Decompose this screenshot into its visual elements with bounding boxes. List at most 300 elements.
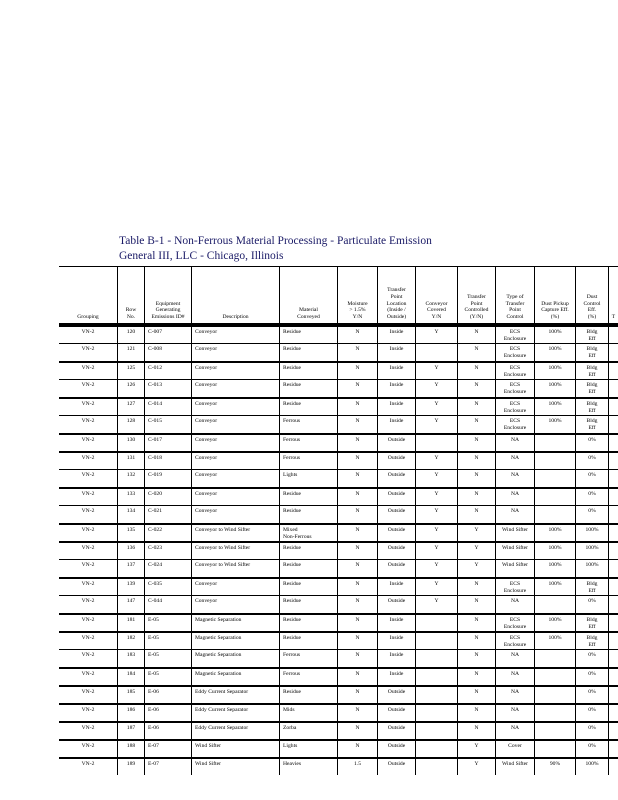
cell-moist: N: [337, 399, 377, 415]
cell-no: 184: [117, 669, 144, 685]
cell-ctl: N: [457, 687, 495, 703]
cell-ctl: Y: [457, 759, 495, 775]
cell-t: [608, 344, 618, 361]
cell-id: C-012: [144, 363, 191, 379]
cell-cap: 100%: [534, 560, 575, 577]
cell-type: Cover: [495, 741, 534, 757]
cell-cap: [534, 741, 575, 757]
cell-t: [608, 489, 618, 505]
cell-loc: Outside: [377, 560, 415, 577]
cell-no: 147: [117, 596, 144, 613]
cell-id: E-05: [144, 669, 191, 685]
cell-cap: 100%: [534, 327, 575, 343]
table-row: [59, 559, 618, 577]
cell-id: C-008: [144, 344, 191, 361]
cell-type: Wind Sifter: [495, 759, 534, 775]
cell-cov: Y: [415, 525, 457, 541]
cell-t: [608, 399, 618, 415]
cell-t: [608, 380, 618, 397]
cell-cap: 100%: [534, 363, 575, 379]
cell-desc: Conveyor: [191, 344, 279, 361]
cell-id: C-023: [144, 543, 191, 559]
table-row: [59, 541, 618, 559]
cell-eff: Bldg Eff: [575, 380, 608, 397]
cell-cov: [415, 705, 457, 721]
cell-desc: Conveyor: [191, 596, 279, 613]
cell-id: E-06: [144, 723, 191, 739]
cell-no: 121: [117, 344, 144, 361]
column-header: Equipment Generating Emissions ID#: [144, 266, 191, 323]
cell-t: [608, 435, 618, 451]
cell-t: [608, 525, 618, 541]
table-row: [59, 523, 618, 541]
cell-cap: 100%: [534, 380, 575, 397]
table-row: [59, 757, 618, 775]
cell-mat: Lights: [279, 470, 337, 487]
cell-cov: [415, 344, 457, 361]
cell-ctl: Y: [457, 741, 495, 757]
column-header: Type of Transfer Point Control: [495, 266, 534, 323]
table-row: [59, 397, 618, 415]
cell-t: [608, 615, 618, 631]
table-row: [59, 703, 618, 721]
cell-cap: [534, 687, 575, 703]
cell-moist: N: [337, 470, 377, 487]
cell-id: E-05: [144, 615, 191, 631]
cell-moist: 1.5: [337, 759, 377, 775]
cell-t: [608, 363, 618, 379]
cell-eff: 0%: [575, 435, 608, 451]
cell-type: Wind Sifter: [495, 543, 534, 559]
cell-grp: VN-2: [81, 562, 95, 568]
column-header: Grouping: [77, 314, 99, 321]
cell-type: NA: [495, 453, 534, 469]
cell-no: 186: [117, 705, 144, 721]
cell-loc: Inside: [377, 327, 415, 343]
cell-cap: [534, 669, 575, 685]
cell-moist: N: [337, 453, 377, 469]
cell-eff: 100%: [575, 543, 608, 559]
cell-loc: Inside: [377, 633, 415, 649]
cell-mat: Zorba: [279, 723, 337, 739]
cell-cov: Y: [415, 506, 457, 523]
cell-loc: Outside: [377, 543, 415, 559]
cell-grp: VN-2: [81, 617, 95, 623]
table-row: [59, 325, 618, 343]
cell-cap: [534, 723, 575, 739]
cell-ctl: N: [457, 399, 495, 415]
cell-desc: Eddy Current Separator: [191, 723, 279, 739]
cell-cov: [415, 435, 457, 451]
cell-grp: VN-2: [81, 707, 95, 713]
cell-cap: [534, 596, 575, 613]
cell-mat: Residue: [279, 363, 337, 379]
cell-desc: Magnetic Separation: [191, 650, 279, 667]
cell-id: C-044: [144, 596, 191, 613]
cell-grp: VN-2: [81, 652, 95, 658]
table-row: [59, 343, 618, 361]
cell-t: [608, 543, 618, 559]
cell-eff: 100%: [575, 525, 608, 541]
cell-type: ECS Enclosure: [495, 344, 534, 361]
cell-desc: Conveyor: [191, 416, 279, 433]
cell-cov: Y: [415, 380, 457, 397]
cell-desc: Conveyor: [191, 489, 279, 505]
cell-moist: N: [337, 615, 377, 631]
cell-t: [608, 741, 618, 757]
cell-type: NA: [495, 650, 534, 667]
table-row: [59, 433, 618, 451]
cell-loc: Outside: [377, 596, 415, 613]
cell-ctl: N: [457, 363, 495, 379]
cell-no: 182: [117, 633, 144, 649]
cell-loc: Outside: [377, 506, 415, 523]
cell-mat: Lights: [279, 741, 337, 757]
cell-moist: N: [337, 705, 377, 721]
cell-no: 188: [117, 741, 144, 757]
cell-no: 127: [117, 399, 144, 415]
cell-cap: 100%: [534, 416, 575, 433]
cell-grp: VN-2: [81, 689, 95, 695]
cell-moist: N: [337, 380, 377, 397]
cell-desc: Conveyor to Wind Sifter: [191, 543, 279, 559]
cell-type: ECS Enclosure: [495, 579, 534, 595]
cell-mat: Residue: [279, 543, 337, 559]
cell-grp: VN-2: [81, 671, 95, 677]
cell-type: ECS Enclosure: [495, 416, 534, 433]
cell-grp: VN-2: [81, 455, 95, 461]
cell-desc: Conveyor: [191, 579, 279, 595]
cell-t: [608, 579, 618, 595]
cell-eff: Bldg Eff: [575, 327, 608, 343]
cell-mat: Ferrous: [279, 416, 337, 433]
cell-eff: Bldg Eff: [575, 633, 608, 649]
cell-eff: 0%: [575, 596, 608, 613]
cell-ctl: N: [457, 579, 495, 595]
table-row: [59, 595, 618, 613]
cell-grp: VN-2: [81, 545, 95, 551]
table-row: [59, 379, 618, 397]
column-header: Moisture > 1.5% Y/N: [337, 266, 377, 323]
cell-moist: N: [337, 435, 377, 451]
cell-ctl: N: [457, 380, 495, 397]
cell-no: 189: [117, 759, 144, 775]
cell-cov: Y: [415, 579, 457, 595]
cell-mat: Mixed Non-Ferrous: [279, 525, 337, 541]
cell-no: 181: [117, 615, 144, 631]
cell-cov: [415, 759, 457, 775]
emissions-table: [59, 266, 618, 767]
cell-cov: [415, 723, 457, 739]
cell-moist: N: [337, 633, 377, 649]
cell-eff: Bldg Eff: [575, 416, 608, 433]
cell-desc: Wind Sifter: [191, 759, 279, 775]
cell-ctl: N: [457, 633, 495, 649]
cell-desc: Conveyor to Wind Sifter: [191, 525, 279, 541]
cell-desc: Conveyor: [191, 453, 279, 469]
cell-ctl: N: [457, 650, 495, 667]
cell-t: [608, 723, 618, 739]
cell-ctl: N: [457, 596, 495, 613]
cell-eff: Bldg Eff: [575, 579, 608, 595]
cell-type: NA: [495, 687, 534, 703]
cell-desc: Conveyor: [191, 435, 279, 451]
cell-grp: VN-2: [81, 635, 95, 641]
cell-loc: Inside: [377, 416, 415, 433]
cell-cov: Y: [415, 560, 457, 577]
cell-id: C-022: [144, 525, 191, 541]
cell-no: 185: [117, 687, 144, 703]
cell-eff: 0%: [575, 453, 608, 469]
cell-mat: Heavies: [279, 759, 337, 775]
cell-no: 133: [117, 489, 144, 505]
cell-t: [608, 560, 618, 577]
cell-id: C-035: [144, 579, 191, 595]
cell-t: [608, 470, 618, 487]
cell-id: C-014: [144, 399, 191, 415]
cell-ctl: N: [457, 327, 495, 343]
table-row: [59, 721, 618, 739]
cell-id: C-017: [144, 435, 191, 451]
cell-desc: Conveyor: [191, 363, 279, 379]
cell-no: 125: [117, 363, 144, 379]
cell-id: C-013: [144, 380, 191, 397]
cell-mat: Residue: [279, 633, 337, 649]
cell-eff: 0%: [575, 489, 608, 505]
cell-cap: [534, 489, 575, 505]
cell-loc: Inside: [377, 380, 415, 397]
cell-ctl: N: [457, 615, 495, 631]
cell-cov: Y: [415, 363, 457, 379]
cell-t: [608, 453, 618, 469]
cell-moist: N: [337, 560, 377, 577]
cell-grp: VN-2: [81, 725, 95, 731]
cell-grp: VN-2: [81, 743, 95, 749]
cell-moist: N: [337, 741, 377, 757]
cell-no: 135: [117, 525, 144, 541]
table-row: [59, 451, 618, 469]
column-header: Description: [191, 266, 279, 323]
cell-id: E-06: [144, 705, 191, 721]
table-row: [59, 631, 618, 649]
cell-cov: [415, 615, 457, 631]
cell-ctl: N: [457, 669, 495, 685]
cell-cov: Y: [415, 327, 457, 343]
cell-eff: Bldg Eff: [575, 344, 608, 361]
table-row: [59, 361, 618, 379]
cell-grp: VN-2: [81, 491, 95, 497]
cell-mat: Residue: [279, 344, 337, 361]
cell-ctl: N: [457, 506, 495, 523]
cell-type: ECS Enclosure: [495, 615, 534, 631]
cell-cov: Y: [415, 399, 457, 415]
cell-mat: Residue: [279, 596, 337, 613]
cell-cov: [415, 650, 457, 667]
table-row: [59, 649, 618, 667]
cell-cap: [534, 435, 575, 451]
cell-cov: [415, 633, 457, 649]
cell-mat: Residue: [279, 687, 337, 703]
cell-mat: Residue: [279, 506, 337, 523]
cell-desc: Conveyor: [191, 470, 279, 487]
cell-cap: [534, 470, 575, 487]
cell-type: ECS Enclosure: [495, 380, 534, 397]
cell-type: NA: [495, 506, 534, 523]
cell-desc: Wind Sifter: [191, 741, 279, 757]
cell-type: NA: [495, 669, 534, 685]
cell-moist: N: [337, 416, 377, 433]
cell-eff: 0%: [575, 470, 608, 487]
cell-mat: Mids: [279, 705, 337, 721]
table-row: [59, 577, 618, 595]
table-row: [59, 667, 618, 685]
table-row: [59, 613, 618, 631]
cell-desc: Conveyor: [191, 380, 279, 397]
cell-grp: VN-2: [81, 382, 95, 388]
cell-cov: Y: [415, 543, 457, 559]
cell-t: [608, 416, 618, 433]
cell-desc: Conveyor: [191, 399, 279, 415]
cell-loc: Inside: [377, 344, 415, 361]
cell-type: NA: [495, 435, 534, 451]
cell-ctl: Y: [457, 525, 495, 541]
column-header: Conveyor Covered Y/N: [415, 266, 457, 323]
cell-eff: 0%: [575, 723, 608, 739]
cell-moist: N: [337, 723, 377, 739]
cell-t: [608, 759, 618, 775]
cell-grp: VN-2: [81, 508, 95, 514]
cell-loc: Inside: [377, 615, 415, 631]
cell-t: [608, 669, 618, 685]
cell-loc: Outside: [377, 723, 415, 739]
cell-desc: Magnetic Separation: [191, 633, 279, 649]
cell-desc: Conveyor: [191, 506, 279, 523]
cell-eff: 0%: [575, 650, 608, 667]
cell-mat: Ferrous: [279, 669, 337, 685]
cell-grp: VN-2: [81, 527, 95, 533]
cell-loc: Inside: [377, 579, 415, 595]
cell-desc: Conveyor to Wind Sifter: [191, 560, 279, 577]
cell-grp: VN-2: [81, 365, 95, 371]
cell-desc: Eddy Current Separator: [191, 687, 279, 703]
cell-ctl: N: [457, 453, 495, 469]
cell-t: [608, 596, 618, 613]
cell-no: 130: [117, 435, 144, 451]
cell-no: 126: [117, 380, 144, 397]
cell-moist: N: [337, 543, 377, 559]
cell-eff: 100%: [575, 759, 608, 775]
cell-no: 131: [117, 453, 144, 469]
cell-id: C-020: [144, 489, 191, 505]
cell-grp: VN-2: [81, 581, 95, 587]
table-row: [59, 415, 618, 433]
cell-eff: 0%: [575, 741, 608, 757]
cell-loc: Outside: [377, 525, 415, 541]
cell-moist: N: [337, 596, 377, 613]
cell-no: 128: [117, 416, 144, 433]
cell-type: NA: [495, 596, 534, 613]
cell-eff: 0%: [575, 687, 608, 703]
cell-no: 183: [117, 650, 144, 667]
cell-loc: Inside: [377, 650, 415, 667]
column-header: Transfer Point Location (Inside / Outside): [377, 266, 415, 323]
cell-no: 120: [117, 327, 144, 343]
cell-ctl: N: [457, 489, 495, 505]
cell-loc: Inside: [377, 363, 415, 379]
cell-moist: N: [337, 669, 377, 685]
cell-grp: VN-2: [81, 329, 95, 335]
cell-grp: VN-2: [81, 437, 95, 443]
cell-moist: N: [337, 525, 377, 541]
cell-mat: Ferrous: [279, 453, 337, 469]
cell-eff: Bldg Eff: [575, 615, 608, 631]
cell-type: NA: [495, 723, 534, 739]
cell-eff: Bldg Eff: [575, 363, 608, 379]
cell-moist: N: [337, 650, 377, 667]
cell-cap: 100%: [534, 633, 575, 649]
cell-grp: VN-2: [81, 418, 95, 424]
table-row: [59, 469, 618, 487]
cell-ctl: N: [457, 344, 495, 361]
cell-moist: N: [337, 687, 377, 703]
cell-moist: N: [337, 327, 377, 343]
cell-desc: Magnetic Separation: [191, 615, 279, 631]
cell-t: [608, 633, 618, 649]
cell-id: C-021: [144, 506, 191, 523]
cell-t: [608, 687, 618, 703]
table-row: [59, 487, 618, 505]
cell-cap: 100%: [534, 543, 575, 559]
cell-id: E-07: [144, 741, 191, 757]
cell-grp: VN-2: [81, 761, 95, 767]
cell-cap: [534, 506, 575, 523]
cell-mat: Ferrous: [279, 650, 337, 667]
cell-cov: Y: [415, 489, 457, 505]
cell-cap: 100%: [534, 344, 575, 361]
table-title: Table B-1 - Non-Ferrous Material Processing - Particulate Emission: [119, 235, 432, 247]
cell-cap: 90%: [534, 759, 575, 775]
cell-ctl: N: [457, 705, 495, 721]
cell-moist: N: [337, 579, 377, 595]
cell-id: C-018: [144, 453, 191, 469]
cell-id: E-05: [144, 650, 191, 667]
cell-id: C-024: [144, 560, 191, 577]
cell-mat: Residue: [279, 615, 337, 631]
cell-t: [608, 506, 618, 523]
cell-t: [608, 705, 618, 721]
cell-type: Wind Sifter: [495, 525, 534, 541]
cell-type: Wind Sifter: [495, 560, 534, 577]
column-header: Dust Control Eff. (%): [575, 266, 608, 323]
cell-mat: Residue: [279, 399, 337, 415]
cell-type: NA: [495, 470, 534, 487]
cell-no: 187: [117, 723, 144, 739]
cell-cap: 100%: [534, 579, 575, 595]
cell-id: C-015: [144, 416, 191, 433]
cell-eff: Bldg Eff: [575, 399, 608, 415]
cell-loc: Outside: [377, 470, 415, 487]
cell-eff: 0%: [575, 506, 608, 523]
cell-eff: 0%: [575, 669, 608, 685]
cell-mat: Residue: [279, 560, 337, 577]
cell-mat: Residue: [279, 489, 337, 505]
cell-loc: Outside: [377, 687, 415, 703]
cell-moist: N: [337, 344, 377, 361]
table-row: [59, 685, 618, 703]
cell-cap: 100%: [534, 615, 575, 631]
cell-type: ECS Enclosure: [495, 327, 534, 343]
cell-no: 137: [117, 560, 144, 577]
